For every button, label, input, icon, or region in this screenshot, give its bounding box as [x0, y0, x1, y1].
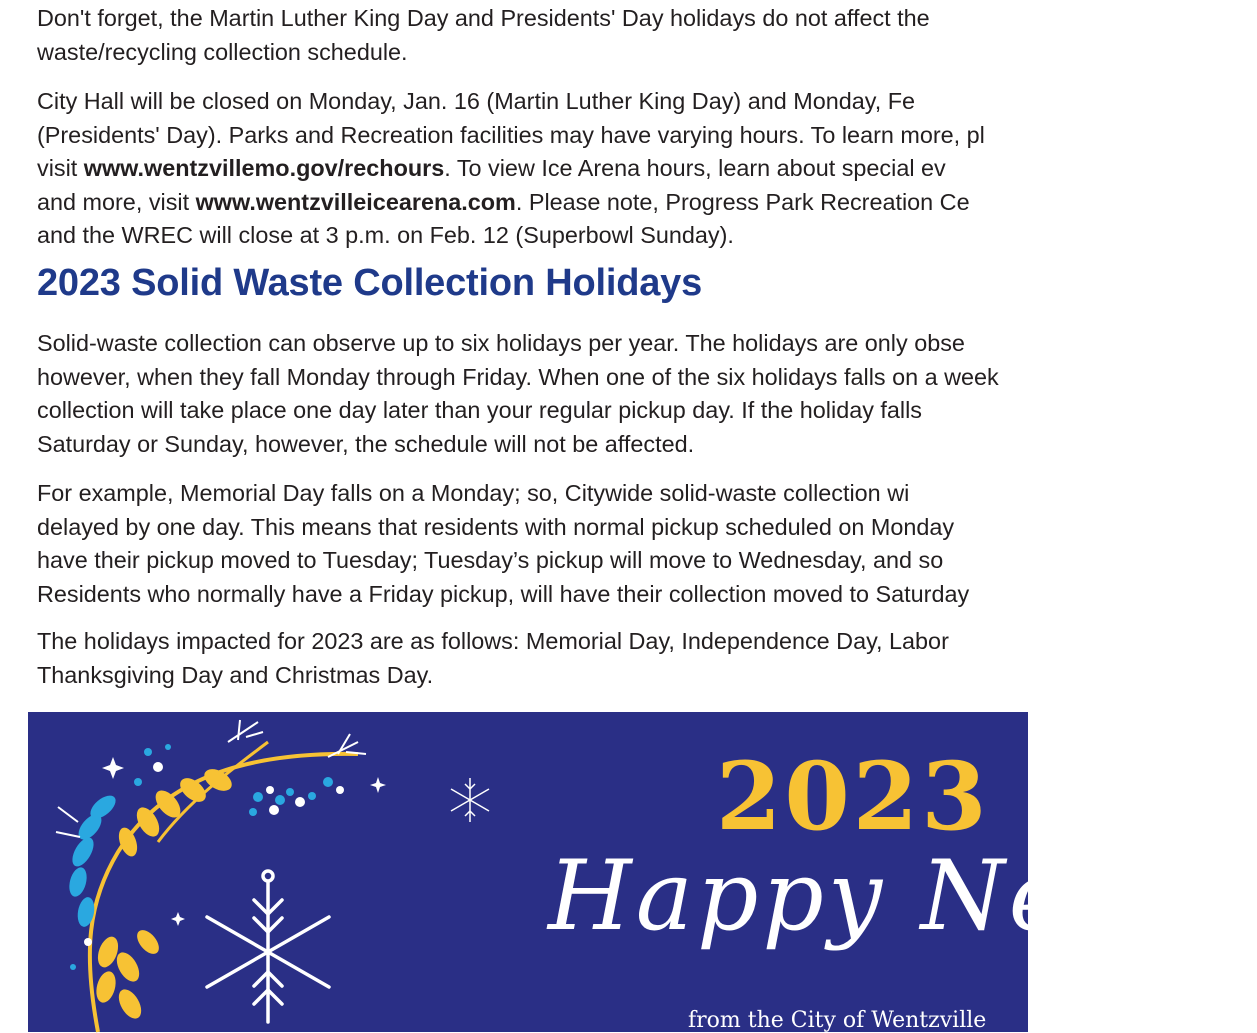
text-line: Solid-waste collection can observe up to six holidays per year. The holidays are only obse: [37, 330, 965, 356]
paragraph-city-hall-closure: [37, 85, 985, 253]
banner-year: 2023: [716, 742, 990, 852]
text-fragment: . To view Ice Arena hours, learn about special ev: [444, 155, 946, 181]
text-line: City Hall will be closed on Monday, Jan. 16 (Martin Luther King Day) and Monday, Fe: [37, 88, 915, 114]
text-line: however, when they fall Monday through Friday. When one of the six holidays falls on a week: [37, 363, 999, 390]
text-line: For example, Memorial Day falls on a Monday; so, Citywide solid-waste collection wi: [37, 480, 910, 506]
banner-greeting: Happy New Y: [548, 840, 1257, 952]
text-line: The holidays impacted for 2023 are as follows: Memorial Day, Independence Day, Labor: [37, 628, 949, 654]
text-line: waste/recycling collection schedule.: [37, 38, 408, 65]
text-fragment: and more, visit: [37, 188, 196, 215]
text-line: collection will take place one day later than your regular pickup day. If the holiday falls: [37, 397, 923, 423]
text-line: Residents who normally have a Friday pickup, will have their collection moved to Saturday: [37, 580, 970, 607]
new-year-banner: [28, 712, 1257, 1033]
paragraph-holiday-list: [37, 625, 949, 692]
text-line: and the WREC will close at 3 p.m. on Feb. 12 (Superbowl Sunday).: [37, 222, 734, 248]
paragraph-collection-holidays: [37, 327, 999, 461]
text-fragment: visit: [37, 155, 84, 181]
snowflake-icon: [207, 871, 329, 1022]
text-line: Thanksgiving Day and Christmas Day.: [37, 661, 434, 688]
rechours-link[interactable]: www.wentzvillemo.gov/rechours: [83, 155, 445, 181]
icearena-link[interactable]: www.wentzvilleicearena.com: [195, 188, 516, 215]
section-heading: 2023 Solid Waste Collection Holidays: [37, 262, 703, 304]
text-line: [37, 152, 985, 186]
banner-from-text: from the City of Wentzville: [688, 1008, 987, 1033]
text-line: Don't forget, the Martin Luther King Day and Presidents' Day holidays do not affect the: [37, 5, 930, 31]
text-fragment: . Please note, Progress Park Recreation Ce: [515, 188, 970, 215]
small-snowflake-icon: [451, 778, 489, 822]
text-line: (Presidents' Day). Parks and Recreation facilities may have varying hours. To learn more, pl: [37, 121, 985, 148]
paragraph-example: [37, 477, 969, 611]
paragraph-holiday-reminder: [37, 2, 930, 69]
text-line: have their pickup moved to Tuesday; Tuesday’s pickup will move to Wednesday, and so: [37, 547, 944, 573]
text-line: Saturday or Sunday, however, the schedule will not be affected.: [37, 430, 695, 457]
text-line: delayed by one day. This means that residents with normal pickup scheduled on Monday: [37, 513, 955, 540]
text-line: [37, 186, 985, 220]
